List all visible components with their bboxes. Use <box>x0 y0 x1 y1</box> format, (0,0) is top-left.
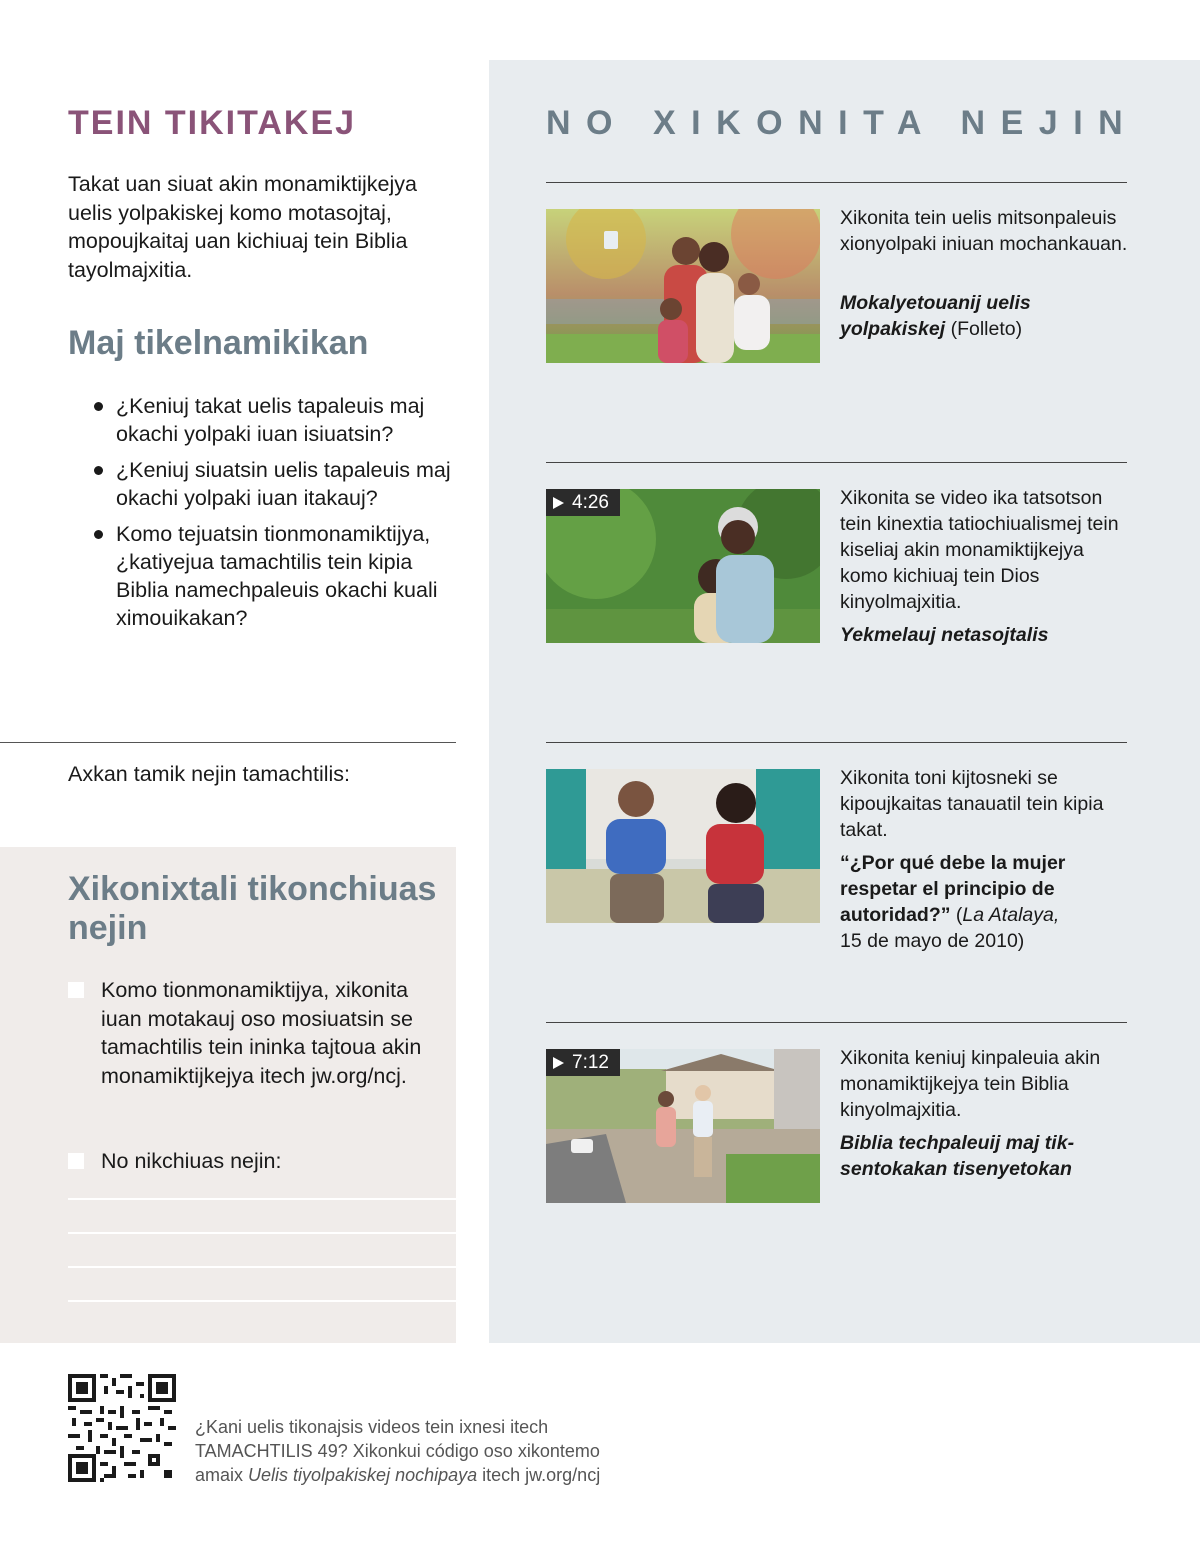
writing-line[interactable] <box>68 1300 456 1302</box>
review-questions <box>92 392 452 640</box>
play-icon <box>553 1057 564 1069</box>
bullet-icon <box>94 530 103 539</box>
summary-title: TEIN TIKITAKEJ <box>68 104 357 142</box>
couple-talking-image <box>546 769 820 923</box>
explore-title: NO XIKONITA NEJIN <box>546 104 1139 142</box>
goal-item: Komo tionmonamiktijya, xikonita iuan motakauj oso mosiuatsin se tamachtilis tein ininka tajtoua akin monamiktijkejya itech jw.org/ncj. <box>68 976 428 1090</box>
goal-checkbox[interactable] <box>68 1153 84 1169</box>
item-description: Xikonita se video ika tatsotson tein kinextia tatiochiualismej tein kiseliaj akin monamiktijkejya komo kichiuaj tein Dios kinyolmajxitia. <box>840 487 1119 613</box>
item-reference[interactable]: “¿Por qué debe la mujer respetar el principio de autoridad?” (La Atalaya, 15 de mayo de 2010) <box>840 852 1066 952</box>
footer-note: ¿Kani uelis tikonajsis videos tein ixnesi itech TAMACHTILIS 49? Xikonkui código oso xikontemo amaix Uelis tiyolpakiskej nochipaya itech jw.org/ncj <box>195 1417 601 1485</box>
item-description: Xikonita keniuj kinpaleuia akin monamiktijkejya tein Biblia kinyolmajxitia. <box>840 1047 1101 1121</box>
divider <box>546 182 1127 183</box>
review-question: ¿Keniuj takat uelis tapaleuis maj okachi yolpaki iuan isiuatsin? <box>92 392 452 448</box>
video-duration-badge: 4:26 <box>546 489 620 516</box>
elderly-couple-video[interactable] <box>546 489 820 643</box>
item-description: Xikonita tein uelis mitsonpaleuis xionyolpaki iniuan mochankauan. <box>840 207 1128 255</box>
summary-text: Takat uan siuat akin monamiktijkejya uelis yolpakiskej komo motasojtaj, mopoujkaitaj uan kichiuaj tein Biblia tayolmajxitia. <box>68 172 417 282</box>
street-walk-video[interactable] <box>546 1049 820 1203</box>
goal-checkbox[interactable] <box>68 982 84 998</box>
video-duration-badge: 7:12 <box>546 1049 620 1076</box>
writing-line[interactable] <box>68 1198 456 1200</box>
item-description: Xikonita toni kijtosneki se kipoujkaitas tanauatil tein kipia takat. <box>840 767 1104 841</box>
play-icon <box>553 497 564 509</box>
review-question: Komo tejuatsin tionmonamiktijya, ¿katiyejua tamachtilis tein kipia Biblia namechpaleuis okachi kuali ximouikakan? <box>92 520 452 632</box>
divider <box>546 1022 1127 1023</box>
divider <box>0 742 456 743</box>
item-reference[interactable]: Biblia techpaleuij maj tiksentokakan tisenyetokan <box>840 1132 1075 1180</box>
goal-item: No nikchiuas nejin: <box>68 1147 428 1176</box>
divider <box>546 462 1127 463</box>
bullet-icon <box>94 402 103 411</box>
try-label: Axkan tamik nejin tamachtilis: <box>68 762 350 786</box>
goal-title: Xikonixtali tikonchiuas nejin <box>68 870 437 947</box>
writing-line[interactable] <box>68 1266 456 1268</box>
review-title: Maj tikelnamikikan <box>68 324 369 362</box>
writing-line[interactable] <box>68 1232 456 1234</box>
item-reference[interactable]: Mokalyetouanij uelis yolpakiskej (Folleto) <box>840 292 1031 340</box>
item-reference[interactable]: Yekmelauj netasojtalis <box>840 624 1049 646</box>
family-selfie-image <box>546 209 820 363</box>
qr-code-icon[interactable] <box>68 1374 176 1482</box>
bullet-icon <box>94 466 103 475</box>
review-question: ¿Keniuj siuatsin uelis tapaleuis maj okachi yolpaki iuan itakauj? <box>92 456 452 512</box>
divider <box>546 742 1127 743</box>
